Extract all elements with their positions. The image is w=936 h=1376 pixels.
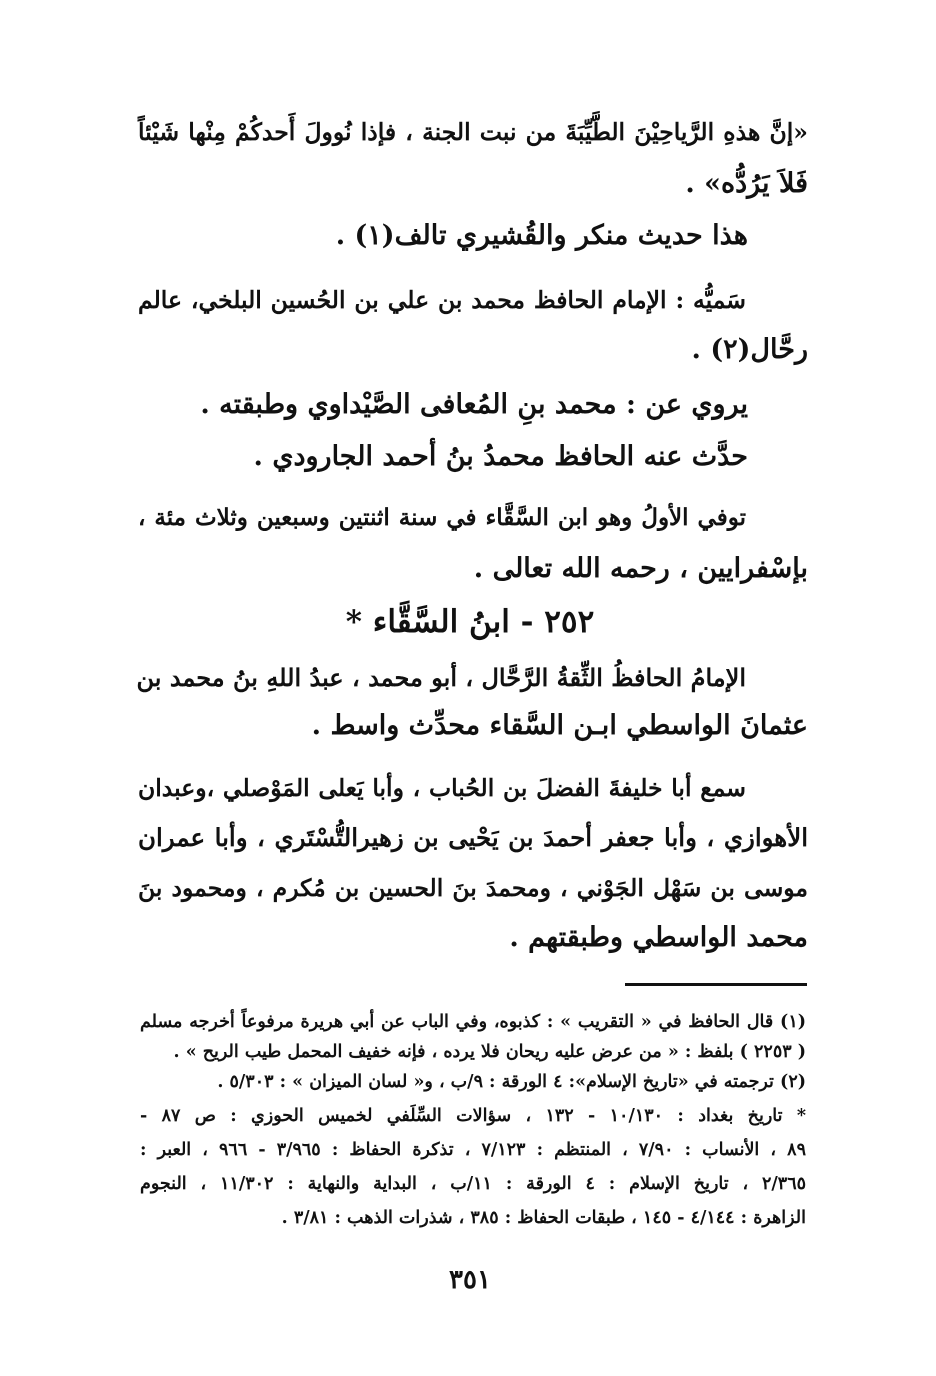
teachers-line: موسى بن سَهْل الجَوْني ، ومحمدَ بنَ الحسين بن مُكرم ، ومحمود بنَ (138, 874, 808, 902)
teachers-line: سمع أبا خليفةَ الفضلَ بن الحُباب ، وأبا يَعلى المَوْصلي ،وعبدان (138, 774, 746, 802)
teachers-line: محمد الواسطي وطبقتهم . (509, 922, 808, 953)
sources-line: ٨٩ ، الأنساب : ٧/٩٠ ، المنتظم : ٧/١٢٣ ، تذكرة الحفاظ : ٣/٩٦٥ - ٩٦٦ ، العبر : (140, 1140, 806, 1160)
teachers-line: الأهوازي ، وأبا جعفر أحمدَ بن يَحْيى بن زهيرالتُّسْتَري ، وأبا عمران (138, 823, 808, 852)
death-line: بإسْفرايين ، رحمه الله تعالى . (473, 553, 808, 584)
sources-line: ٢/٣٦٥ ، تاريخ الإسلام : ٤ الورقة : ١١/ب ، البداية والنهاية : ١١/٣٠٢ ، النجوم (140, 1174, 806, 1194)
page-number: ٣٥١ (449, 1265, 491, 1295)
namesake-line: سَميُّه : الإمام الحافظ محمد بن علي بن الحُسين البلخي، عالم (138, 286, 746, 314)
death-line: توفي الأولُ وهو ابن السَّقَّاء في سنة اثنتين وسبعين وثلاث مئة ، (138, 504, 746, 531)
sources-line: الزاهرة : ٤/١٤٤ - ١٤٥ ، طبقات الحفاظ : ٣٨٥ ، شذرات الذهب : ٣/٨١ . (281, 1208, 806, 1228)
namesake-line: رحَّال(٢) . (691, 334, 808, 365)
entry-heading: ٢٥٢ - ابنُ السَّقَّاء * (345, 604, 595, 640)
entry-intro-line: عثمانَ الواسطي ابـن السَّقاء محدِّث واسط . (311, 710, 808, 741)
footnote-2: (٢) ترجمته في «تاريخ الإسلام»: ٤ الورقة : ٩/ب ، و« لسان الميزان » : ٥/٣٠٣ . (217, 1072, 806, 1092)
narrated-by-line: حدَّث عنه الحافظ محمدُ بنُ أحمد الجارودي . (253, 441, 748, 472)
footnote-1: (١) قال الحافظ في « التقريب » : كذبوه، وفي الباب عن أبي هريرة مرفوعاً أخرجه مسلم (140, 1012, 806, 1032)
footnote-separator (625, 983, 807, 986)
verdict-line: هذا حديث منكر والقُشيري تالف(١) . (335, 220, 748, 251)
footnote-1-cont: ( ٢٢٥٣ ) بلفظ : « من عرض عليه ريحان فلا يرده ، فإنه خفيف المحمل طيب الريح » . (173, 1042, 806, 1062)
narrates-from-line: يروي عن : محمد بنِ المُعافى الصَّيْداوي وطبقته . (200, 389, 748, 420)
body-text-line: فَلاَ يَرُدُّه» . (685, 168, 808, 199)
body-text-line: «إنَّ هذهِ الرَّياحِيْنَ الطَّيِّبَةَ من نبت الجنة ، فإذا نُوولَ أَحدكُمْ مِنْها شَيْئاً (138, 118, 808, 146)
entry-intro-line: الإمامُ الحافظُ الثِّقةُ الرَّحَّال ، أبو محمد ، عبدُ اللهِ بنُ محمد بن (136, 663, 746, 692)
sources-line: * تاريخ بغداد : ١٠/١٣٠ - ١٣٢ ، سؤالات السِّلَفي لخميس الحوزي : ص ٨٧ - (140, 1106, 806, 1126)
